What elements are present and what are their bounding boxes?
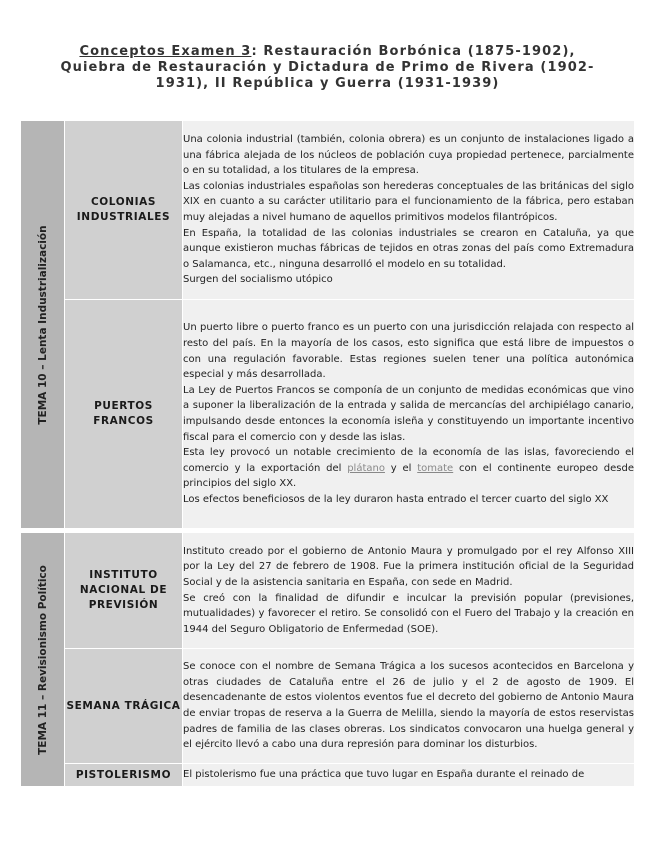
table-row: [21, 649, 635, 764]
concept-puertos: PUERTOS FRANCOS: [65, 300, 183, 529]
table-row: [21, 121, 635, 300]
table-row: [21, 764, 635, 787]
text-run: con el continente europeo desde principios del siglo XX.: [183, 462, 634, 490]
paragraph: [183, 445, 634, 492]
title-underlined: Conceptos Examen 3: [79, 44, 252, 59]
paragraph: En España, la totalidad de las colonias industriales se crearon en Cataluña, ya que aunque existieron muchas fábricas de tejidos en otras zonas del país como Extremadura o Salamanca, etc., ninguna desarrolló el modelo en su totalidad.: [183, 227, 634, 270]
desc-instituto: [183, 533, 635, 649]
document-title: [60, 44, 595, 92]
paragraph: Surgen del socialismo utópico: [183, 274, 333, 286]
tema10-cell: [21, 121, 65, 529]
paragraph: Se conoce con el nombre de Semana Trágica a los sucesos acontecidos en Barcelona y otras ciudades de Cataluña entre el 26 de julio y el 2 de agosto de 1909. El desencadenante de estos violentos eventos fue el decreto del gobierno de Antonio Maura de enviar tropas de reserva a la Guerra de Melilla, siendo la mayoría de estos reservistas padres de familia de las clases obreras. Los sindicatos convocaron una huelga general y el ejército llevó a cabo una dura represión para dominar los disturbios.: [183, 661, 634, 751]
paragraph: El pistolerismo fue una práctica que tuvo lugar en España durante el reinado de: [183, 769, 585, 781]
paragraph: Una colonia industrial (también, colonia obrera) es un conjunto de instalaciones ligado a una fábrica alejada de los núcleos de población cuya propiedad pertenece, parcialmente o en su totalidad, a los titulares de la empresa.: [183, 134, 634, 177]
text-run: y el: [384, 462, 418, 474]
text-run: Esta ley provocó un notable crecimiento de la economía de las islas, favoreciendo el comercio y la exportación del: [183, 447, 634, 474]
concept-pistolerismo: PISTOLERISMO: [65, 764, 183, 787]
desc-colonias: [183, 121, 635, 300]
paragraph: Se creó con la finalidad de difundir e inculcar la previsión popular (previsiones, mutualidades) y favorecer el retiro. Se consolidó con el Fuero del Trabajo y la creación en 1944 del Seguro Obligatorio de Enfermedad (SOE).: [183, 592, 634, 635]
table-row: [21, 300, 635, 529]
title-rest: : Restauración Borbónica (1875-1902), Quiebra de Restauración y Dictadura de Primo de Rivera (1902-1931), II República y Guerra (1931-1939): [60, 44, 595, 91]
paragraph: Las colonias industriales españolas son herederas conceptuales de las británicas del siglo XIX en cuanto a su carácter utilitario para el funcionamiento de la fábrica, pero estaban muy alejadas a nivel humano de aquellos primitivos modelos filantrópicos.: [183, 180, 634, 223]
link-platano[interactable]: plátano: [347, 462, 385, 474]
paragraph: Un puerto libre o puerto franco es un puerto con una jurisdicción relajada con respecto al resto del país. En la mayoría de los casos, esto significa que está libre de impuestos o con una regulación favorable. Estas regiones suelen tener una política autonómica especial y más desarrollada.: [183, 322, 634, 381]
concept-semana: SEMANA TRÁGICA: [65, 649, 183, 764]
link-tomate[interactable]: tomate: [417, 462, 454, 474]
tema11-label: TEMA 11 – Revisionismo Político: [36, 564, 49, 755]
paragraph: Los efectos beneficiosos de la ley duraron hasta entrado el tercer cuarto del siglo XX: [183, 493, 609, 505]
desc-semana: [183, 649, 635, 764]
concept-colonias: COLONIAS INDUSTRIALES: [65, 121, 183, 300]
tema10-label: TEMA 10 – Lenta Industrialización: [36, 224, 49, 425]
desc-pistolerismo: [183, 764, 635, 787]
paragraph: Instituto creado por el gobierno de Antonio Maura y promulgado por el rey Alfonso XIII por la Ley del 27 de febrero de 1908. Fue la primera institución oficial de la Seguridad Social y de la asistencia sanitaria en España, con sede en Madrid.: [183, 545, 634, 588]
desc-puertos: [183, 300, 635, 529]
concept-instituto: INSTITUTO NACIONAL DE PREVISIÓN: [65, 533, 183, 649]
paragraph: La Ley de Puertos Francos se componía de un conjunto de medidas económicas que vino a suponer la liberalización de la entrada y salida de mercancías del archipiélago canario, impulsando desde entonces la economía isleña y constituyendo un importante incentivo fiscal para el comercio con y desde las islas.: [183, 384, 634, 443]
concepts-table: [20, 120, 635, 787]
table-row: [21, 533, 635, 649]
tema11-cell: [21, 533, 65, 787]
